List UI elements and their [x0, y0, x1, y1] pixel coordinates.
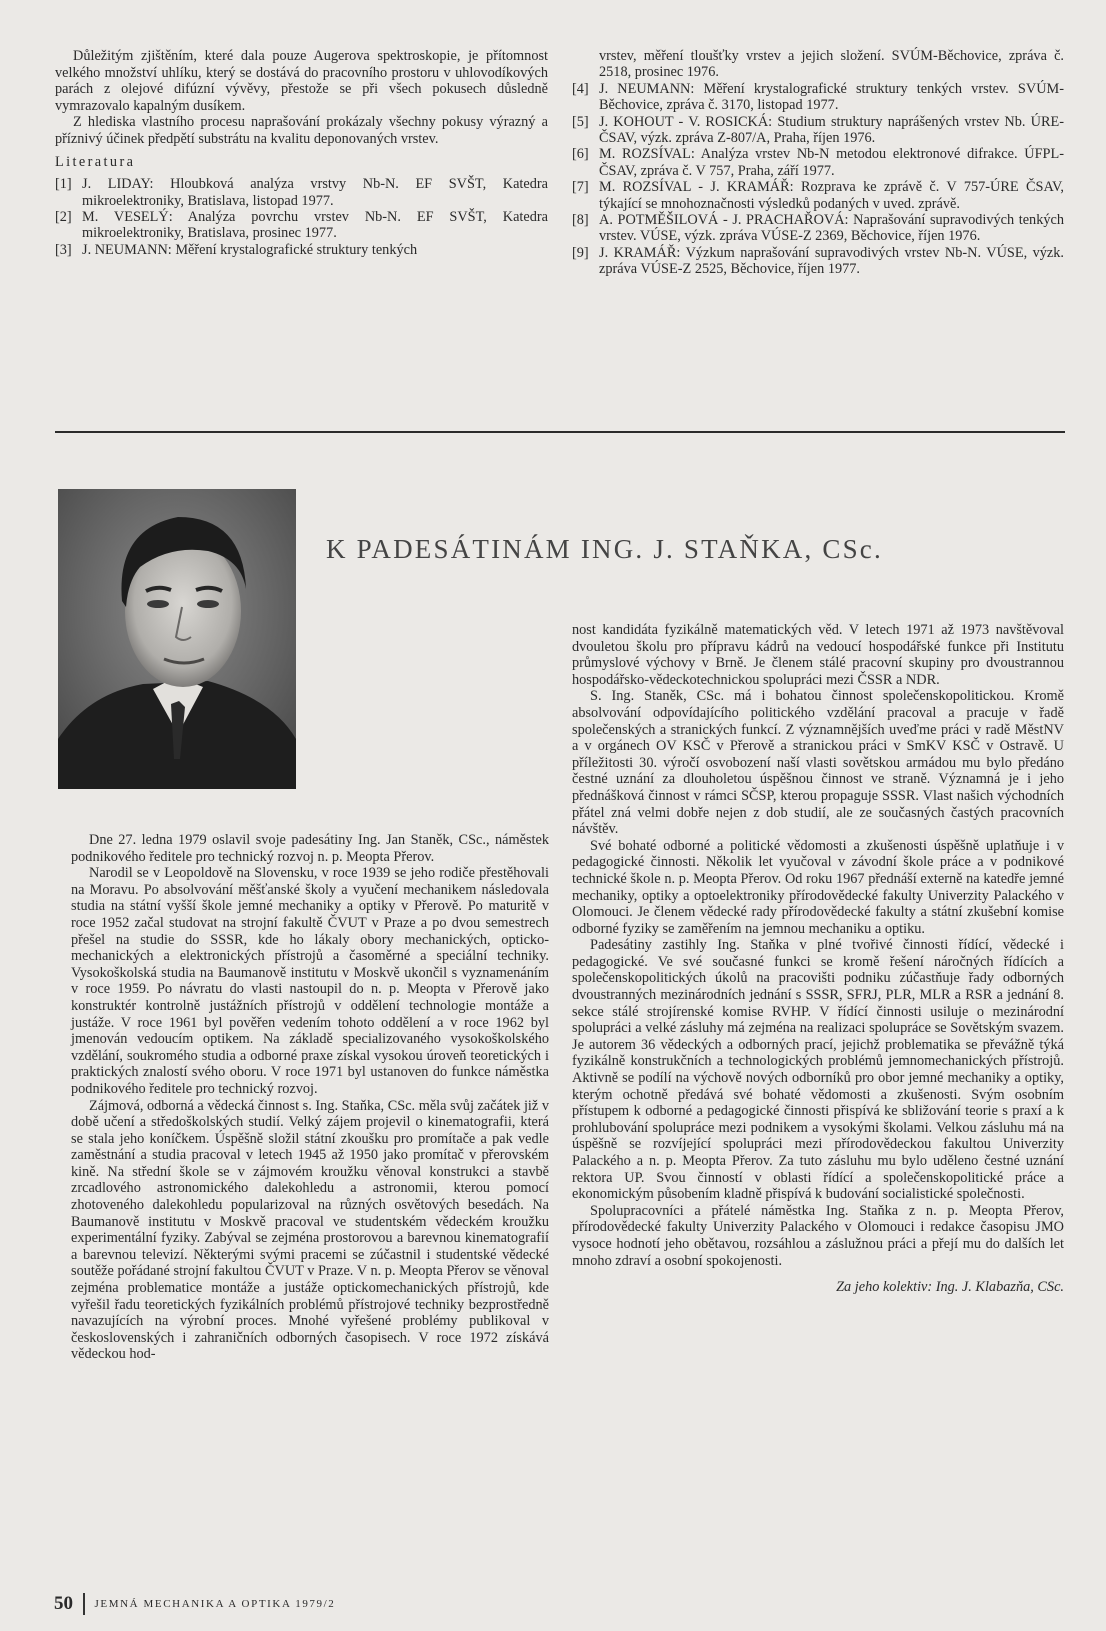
reference-number: [7]	[572, 179, 589, 196]
reference-list	[55, 176, 548, 258]
body-paragraph: nost kandidáta fyzikálně matematických věd. V letech 1971 až 1973 navštěvoval dvouletou školu pro přípravu kádrů na vedoucí hospodářské funkce při Institutu průmyslové výchovy v Brně. Je členem stálé pracovní skupiny pro dvoustrannou hospodářsko-vědeckotechnickou spolupráci mezi ČSSR a NDR.	[572, 622, 1064, 688]
reference-number: [4]	[572, 80, 589, 97]
reference-item	[572, 81, 1064, 114]
reference-text: J. KRAMÁŘ: Výzkum naprašování supravodivých vrstev Nb-N. VÚSE, výzk. zpráva VÚSE-Z 2525, Běchovice, říjen 1977.	[599, 244, 1064, 278]
section-divider	[55, 431, 1065, 433]
reference-item	[55, 176, 548, 209]
body-paragraph: Narodil se v Leopoldově na Slovensku, v roce 1939 se jeho rodiče přestěhovali na Moravu. Po absolvování měšťanské školy a vyučení mechanikem následovala studia na státní vyšší škole jemné mechaniky a optiky v Přerově. Po maturitě v roce 1952 začal studovat na strojní fakultě ČVUT v Praze a po dvou semestrech přešel na studie do SSSR, kde ho lákaly obory mechanických, optickomechanických a elektronických přístrojů a časoměrné a speciální techniky. Vysokoškolská studia na Baumanově institutu v Moskvě ukončil s vyznamenáním v roce 1959. Po návratu do vlasti nastoupil do n. p. Meopta v Přerově jako konstruktér kontrolně justážních přístrojů v oddělení technologie montáže a justáže. V roce 1961 byl pověřen vedením tohoto oddělení a v roce 1962 byl jmenován vedoucím optikem. Na základě specializovaného vysokoškolského vzdělání, soukromého studia a odborné praxe získal vysokou úroveň teoretických i praktických znalostí svého oboru. V roce 1971 byl ustanoven do funkce náměstka podnikového ředitele pro technický rozvoj.	[71, 865, 549, 1097]
top-right-column	[572, 48, 1064, 278]
portrait-photo	[58, 489, 296, 789]
body-paragraph: Zájmová, odborná a vědecká činnost s. Ing. Staňka, CSc. měla svůj začátek již v době učení a středoškolských studií. Velký zájem projevil o kinematografii, která se stala jeho koníčkem. Úspěšně složil státní zkoušku pro promítače a pak vedle zaměstnání a studia pracoval v letech 1945 až 1950 jako promítač v přerovském kině. Na střední škole se v zájmovém kroužku věnoval konstrukci a stavbě zrcadlového astronomického dalekohledu a astronomii, kterou pomocí zhotoveného dalekohledu popularizoval na různých osvětových besedách. Na Baumanově institutu v Moskvě pracoval ve studentském vědeckém kroužku experimentální fyziky. Zabýval se zejména prostorovou a barevnou kinematografií a barevnou televizí. Některými svými pracemi se zúčastnil i studentské vědecké soutěže pořádané strojní fakultou ČVUT v Praze. V n. p. Meopta Přerov se věnoval zejména problematice montáže a justáže optickomechanických přístrojů, kde vyřešil řadu teoretických fyzikálních problémů přístrojové techniky bezprostředně navazujících na výrobní proces. Mnohé vyřešené problémy publikoval v československých i zahraničních odborných časopisech. V roce 1972 získává vědeckou hod-	[71, 1097, 549, 1363]
top-left-column	[55, 48, 548, 258]
body-paragraph: Důležitým zjištěním, které dala pouze Augerova spektroskopie, je přítomnost velkého množství uhlíku, který se dostává do pracovního prostoru v uhlovodíkových parách z olejové difúzní vývěvy, přestože se při všech pokusech důsledně vymrazovalo kapalným dusíkem.	[55, 48, 548, 114]
reference-text: J. NEUMANN: Měření krystalografické struktury tenkých vrstev. SVÚM-Běchovice, zpráva č. 3170, listopad 1977.	[599, 80, 1064, 114]
reference-number: [6]	[572, 146, 589, 163]
page-number: 50	[54, 1593, 73, 1614]
body-paragraph: Své bohaté odborné a politické vědomosti a zkušenosti úspěšně uplatňuje i v pedagogické činnosti. Několik let vyučoval v závodní škole práce a v podnikové technické škole n. p. Meopta Přerov. Od roku 1967 přednáší externě na katedře jemné mechaniky, optiky a optoelektroniky přírodovědecké fakulty Univerzity Palackého v Olomouci. Je členem vědecké rady přírodovědecké fakulty a státní zkušební komise odborné fyziky se zaměřením na jemnou mechaniku a optiku.	[572, 837, 1064, 937]
reference-item	[572, 114, 1064, 147]
reference-number: [1]	[55, 176, 72, 193]
page-footer	[54, 1593, 335, 1615]
reference-text: M. ROZSÍVAL: Analýza vrstev Nb-N metodou elektronové difrakce. ÚFPL-ČSAV, zpráva č. V 757, Praha, září 1977.	[599, 146, 1064, 179]
reference-item	[55, 209, 548, 242]
body-paragraph: S. Ing. Staněk, CSc. má i bohatou činnost společenskopolitickou. Kromě absolvování odpovídajícího politického vzdělání pracoval a pracuje v řadě společenských a stranických funkcí. Z významnějších uveďme práci v radě MěstNV a v orgánech OV KSČ v Přerově a stranickou práci v SmKV KSČ v Ostravě. U příležitosti 30. výročí osvobození naší vlasti sovětskou armádou mu bylo předáno čestné uznání za dlouholetou úspěšnou činnost ve straně. Významná je i jeho přednášková činnost v rámci SČSP, kterou propaguje SSSR. Vlast našich východních přátel zná velmi dobře nejen z dob studií, ale ze současných častých pracovních návštěv.	[572, 688, 1064, 838]
journal-name: JEMNÁ MECHANIKA A OPTIKA 1979/2	[94, 1598, 336, 1610]
article-left-column	[71, 832, 549, 1363]
reference-text: A. POTMĚŠILOVÁ - J. PRACHAŘOVÁ: Naprašování supravodivých tenkých vrstev. VÚSE, výzk. zpráva VÚSE-Z 2369, Běchovice, říjen 1976.	[599, 212, 1064, 245]
reference-item	[572, 212, 1064, 245]
reference-item	[55, 242, 548, 258]
reference-number: [5]	[572, 113, 589, 130]
reference-number: [8]	[572, 212, 589, 229]
reference-number: [2]	[55, 208, 72, 225]
reference-number: [9]	[572, 244, 589, 261]
literature-heading: Literatura	[55, 153, 136, 170]
portrait-illustration	[58, 489, 296, 789]
reference-item	[572, 179, 1064, 212]
reference-text: M. ROZSÍVAL - J. KRAMÁŘ: Rozprava ke zprávě č. V 757-ÚRE ČSAV, týkající se mnohoznačnosti výsledků podaných v uved. zprávě.	[599, 179, 1064, 212]
article-title: K PADESÁTINÁM ING. J. STAŇKA, CSc.	[326, 534, 883, 564]
reference-text: J. LIDAY: Hloubková analýza vrstvy Nb-N. EF SVŠT, Katedra mikroelektroniky, Bratislava, listopad 1977.	[82, 176, 548, 209]
body-paragraph: Z hlediska vlastního procesu naprašování prokázaly všechny pokusy výrazný a příznivý účinek předpětí substrátu na kvalitu deponovaných vrstev.	[55, 114, 548, 147]
reference-text: M. VESELÝ: Analýza povrchu vrstev Nb-N. EF SVŠT, Katedra mikroelektroniky, Bratislava, prosinec 1977.	[82, 208, 548, 242]
signature: Za jeho kolektiv: Ing. J. Klabazňa, CSc.	[836, 1279, 1064, 1296]
body-paragraph: Spolupracovníci a přátelé náměstka Ing. Staňka z n. p. Meopta Přerov, přírodovědecké fakulty Univerzity Palackého v Olomouci i redakce časopisu JMO vysoce hodnotí jeho obětavou, rozsáhlou a záslužnou práci a přejí mu do dalších let mnoho zdraví a osobní spokojenosti.	[572, 1202, 1064, 1269]
reference-item	[572, 146, 1064, 179]
reference-item	[572, 48, 1064, 81]
reference-number: [3]	[55, 241, 72, 258]
article-right-column	[572, 622, 1064, 1296]
reference-continuation: vrstev, měření tloušťky vrstev a jejich složení. SVÚM-Běchovice, zpráva č. 2518, prosinec 1976.	[599, 48, 1064, 81]
footer-divider	[83, 1593, 85, 1615]
body-paragraph: Padesátiny zastihly Ing. Staňka v plné tvořivé činnosti řídící, vědecké i pedagogické. Ve své současné funkci se kromě řešení náročných řídících a společenskopolitických úkolů na pracovišti podniku zúčastňuje řady odborných dvoustranných mezinárodních jednání s SSSR, SFRJ, PLR, MLR a RSR a jednání 8. sekce stálé strojírenské komise RVHP. V řídící činnosti usiluje o mezinárodní spolupráci a velké zásluhy má zejména na realizaci spolupráce se Sovětským svazem. Je autorem 36 vědeckých a odborných prací, jejichž problematika se převážně týká fyzikálně konstrukčních a technologických problémů jemnomechanických přístrojů. Aktivně se podílí na výchově nových odborníků pro obor jemné mechaniky a optiky, kterým ochotně předává své bohaté vědomosti a zkušenosti. Svým osobním přístupem k odborné a pedagogické činnosti přispívá ke sbližování teorie s praxí a k prohlubování spolupráce mezi podnikem a vysokými školami. Velkou zásluhu má na úspěšně se rozvíjející spolupráci mezi přírodovědeckou fakultou Univerzity Palackého a n. p. Meopta Přerov. Za tuto zásluhu mu bylo uděleno čestné uznání rektora UP. Svou činností v oblasti řídící a společenskopolitické práce a ekonomickým působením kladně přispívá k budování socialistické společnosti.	[572, 937, 1064, 1203]
reference-text: J. KOHOUT - V. ROSICKÁ: Studium struktury naprášených vrstev Nb. ÚRE-ČSAV, výzk. zpráva Z-807/A, Praha, říjen 1976.	[599, 113, 1064, 147]
body-paragraph: Dne 27. ledna 1979 oslavil svoje padesátiny Ing. Jan Staněk, CSc., náměstek podnikového ředitele pro technický rozvoj n. p. Meopta Přerov.	[71, 832, 549, 865]
reference-item	[572, 245, 1064, 278]
reference-text: J. NEUMANN: Měření krystalografické struktury tenkých	[82, 241, 418, 258]
